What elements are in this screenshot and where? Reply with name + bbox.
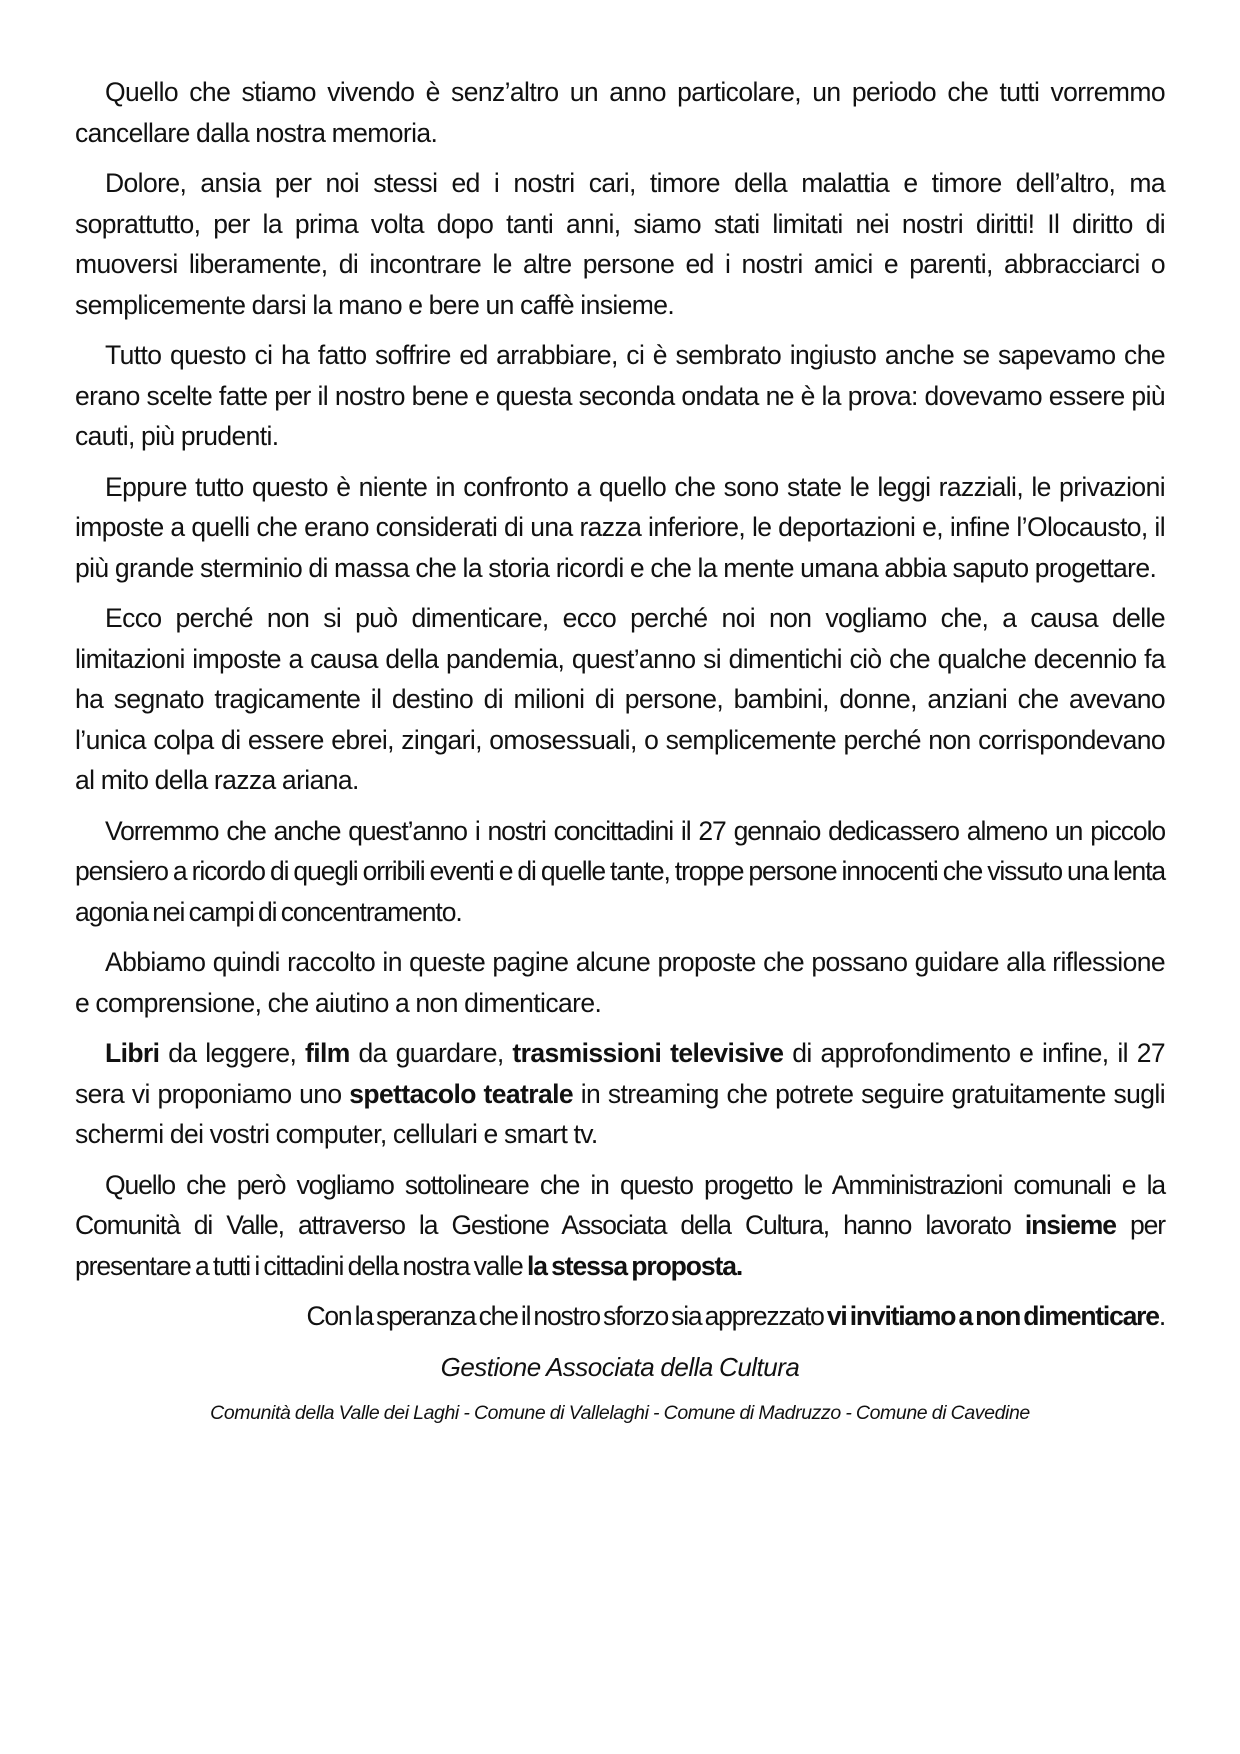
text-segment: Eppure tutto questo è niente in confronto a quello che sono state le leggi razziali, le privazioni imposte a quelli che erano considerati di una razza inferiore, le deportazioni e, infine l’Olocausto, il più grande sterminio di massa che la storia ricordi e che la mente umana abbia saputo progettare. bbox=[75, 471, 1165, 583]
text-segment: Vorremmo che anche quest’anno i nostri concittadini il 27 gennaio dedicassero almeno un piccolo pensiero a ricordo di quegli orribili eventi e di quelle tante, troppe persone innocenti che vissuto una lenta agonia nei campi di concentramento. bbox=[75, 815, 1165, 927]
text-segment: da guardare, bbox=[349, 1038, 513, 1068]
footer-municipalities: Comunità della Valle dei Laghi - Comune di Vallelaghi - Comune di Madruzzo - Comune di Cavedine bbox=[210, 1402, 1030, 1424]
text-segment: da leggere, bbox=[159, 1038, 306, 1068]
paragraph bbox=[75, 1033, 1165, 1155]
paragraph bbox=[75, 335, 1165, 457]
bold-text-segment: insieme bbox=[1024, 1210, 1116, 1240]
text-segment: Con la speranza che il nostro sforzo sia apprezzato bbox=[306, 1301, 827, 1331]
text-segment: Quello che stiamo vivendo è senz’altro un anno particolare, un periodo che tutti vorremmo cancellare dalla nostra memoria. bbox=[75, 77, 1165, 148]
paragraph bbox=[75, 1296, 1165, 1337]
paragraph bbox=[75, 467, 1165, 589]
paragraph bbox=[75, 1165, 1165, 1287]
text-segment: . bbox=[1158, 1301, 1165, 1331]
paragraph bbox=[75, 163, 1165, 325]
bold-text-segment: spettacolo teatrale bbox=[349, 1078, 573, 1109]
document-body bbox=[75, 72, 1165, 1337]
signature: Gestione Associata della Cultura bbox=[440, 1351, 800, 1382]
bold-text-segment: Libri bbox=[105, 1038, 160, 1068]
document-page bbox=[75, 72, 1165, 1427]
text-segment: Abbiamo quindi raccolto in queste pagine alcune proposte che possano guidare alla riflessione e comprensione, che aiutino a non dimenticare. bbox=[75, 947, 1165, 1018]
text-segment: di approfondimento e infine, il 27 sera vi proponiamo uno bbox=[75, 1038, 1165, 1109]
paragraph bbox=[75, 598, 1165, 801]
bold-text-segment: film bbox=[305, 1038, 350, 1068]
paragraph bbox=[75, 942, 1165, 1023]
text-segment: per presentare a tutti i cittadini della nostra valle bbox=[75, 1210, 1165, 1281]
text-segment: Ecco perché non si può dimenticare, ecco perché noi non vogliamo che, a causa delle limitazioni imposte a causa della pandemia, quest’anno si dimentichi ciò che qualche decennio fa ha segnato tragicamente il destino di milioni di persone, bambini, donne, anziani che avevano l’unica colpa di essere ebrei, zingari, omosessuali, o semplicemente perché non corrispondevano al mito della razza ariana. bbox=[75, 603, 1165, 795]
text-segment: Dolore, ansia per noi stessi ed i nostri cari, timore della malattia e timore dell’altro, ma soprattutto, per la prima volta dopo tanti anni, siamo stati limitati nei nostri diritti! Il diritto di muoversi liberamente, di incontrare le altre persone ed i nostri amici e parenti, abbracciarci o semplicemente darsi la mano e bere un caffè insieme. bbox=[75, 168, 1165, 320]
paragraph bbox=[75, 72, 1165, 153]
text-segment: in streaming che potrete seguire gratuitamente sugli schermi dei vostri computer, cellulari e smart tv. bbox=[75, 1078, 1165, 1149]
text-segment: Tutto questo ci ha fatto soffrire ed arrabbiare, ci è sembrato ingiusto anche se sapevamo che erano scelte fatte per il nostro bene e questa seconda ondata ne è la prova: dovevamo essere più cauti, più prudenti. bbox=[75, 340, 1165, 451]
bold-text-segment: vi invitiamo a non dimenticare bbox=[826, 1301, 1159, 1331]
text-segment: Quello che però vogliamo sottolineare che in questo progetto le Amministrazioni comunali e la Comunità di Valle, attraverso la Gestione Associata della Cultura, hanno lavorato bbox=[75, 1169, 1165, 1240]
paragraph bbox=[75, 811, 1165, 933]
bold-text-segment: trasmissioni televisive bbox=[512, 1038, 784, 1068]
bold-text-segment: la stessa proposta. bbox=[526, 1250, 743, 1281]
